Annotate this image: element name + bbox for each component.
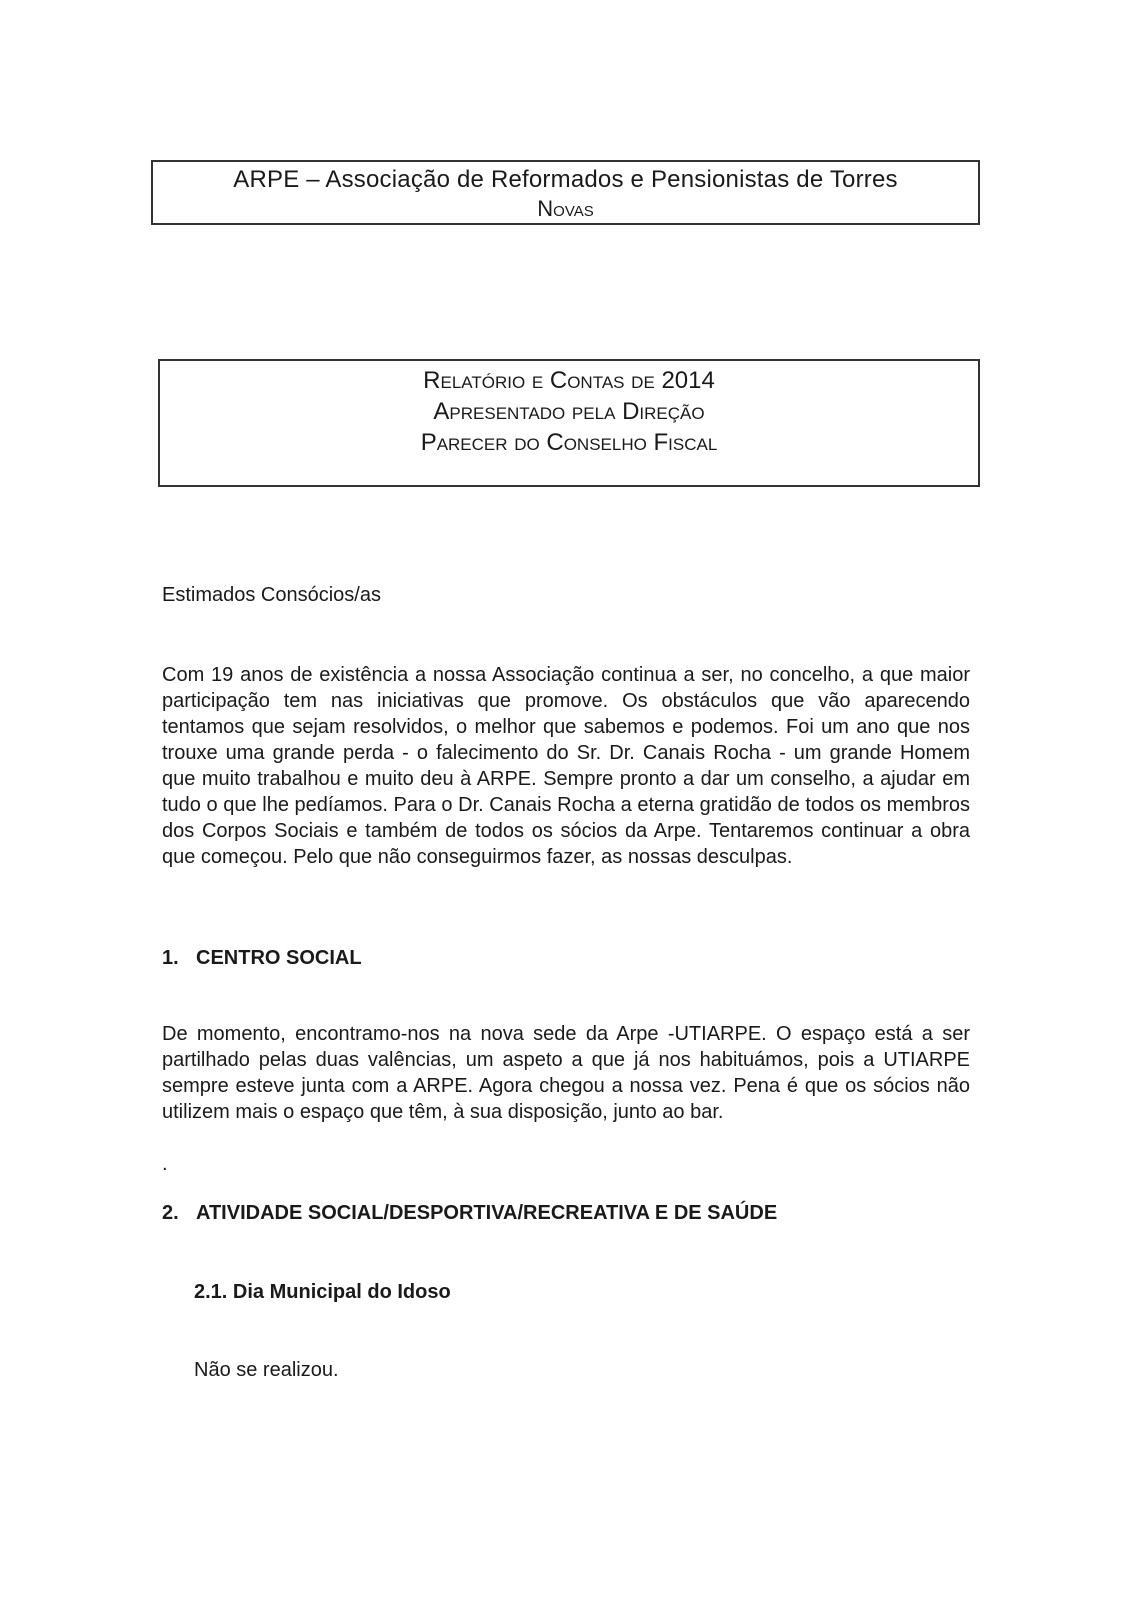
stray-period: . — [162, 1153, 168, 1175]
section-title: CENTRO SOCIAL — [196, 947, 362, 969]
association-title-box — [151, 160, 980, 225]
section-heading-atividade — [162, 1202, 777, 1225]
section-title: ATIVIDADE SOCIAL/DESPORTIVA/RECREATIVA E DE SAÚDE — [196, 1202, 778, 1224]
subsection-paragraph: Não se realizou. — [194, 1359, 339, 1381]
intro-paragraph: Com 19 anos de existência a nossa Associação continua a ser, no concelho, a que maior participação tem nas iniciativas que promove. Os obstáculos que vão aparecendo tentamos que sejam resolvidos, o melhor que sabemos e podemos. Foi um ano que nos trouxe uma grande perda - o falecimento do Sr. Dr. Canais Rocha - um grande Homem que muito trabalhou e muito deu à ARPE. Sempre pronto a dar um conselho, a ajudar em tudo o que lhe pedíamos. Para o Dr. Canais Rocha a eterna gratidão de todos os membros dos Corpos Sociais e também de todos os sócios da Arpe. Tentaremos continuar a obra que começou. Pelo que não conseguirmos fazer, as nossas desculpas. — [162, 664, 970, 868]
subsection-heading-dia-municipal: 2.1. Dia Municipal do Idoso — [194, 1281, 451, 1303]
report-title: Relatório e Contas de 2014 — [423, 367, 715, 394]
section-number: 1. — [162, 947, 179, 969]
report-title-box — [158, 359, 980, 487]
section-paragraph-centro-social: De momento, encontramo-nos na nova sede da Arpe -UTIARPE. O espaço está a ser partilhado pelas duas valências, um aspeto a que já nos habituámos, pois a UTIARPE sempre esteve junta com a ARPE. Agora chegou a nossa vez. Pena é que os sócios não utilizem mais o espaço que têm, à sua disposição, junto ao bar. — [162, 1023, 970, 1123]
report-subtitle: Apresentado pela Direção — [433, 398, 705, 425]
section-heading-centro-social — [162, 947, 362, 970]
report-subtitle-fiscal: Parecer do Conselho Fiscal — [420, 429, 718, 456]
association-title: ARPE – Associação de Reformados e Pensionistas de Torres — [233, 166, 898, 193]
greeting: Estimados Consócios/as — [162, 584, 381, 606]
section-number: 2. — [162, 1202, 179, 1224]
association-title-continued: Novas — [537, 196, 594, 221]
